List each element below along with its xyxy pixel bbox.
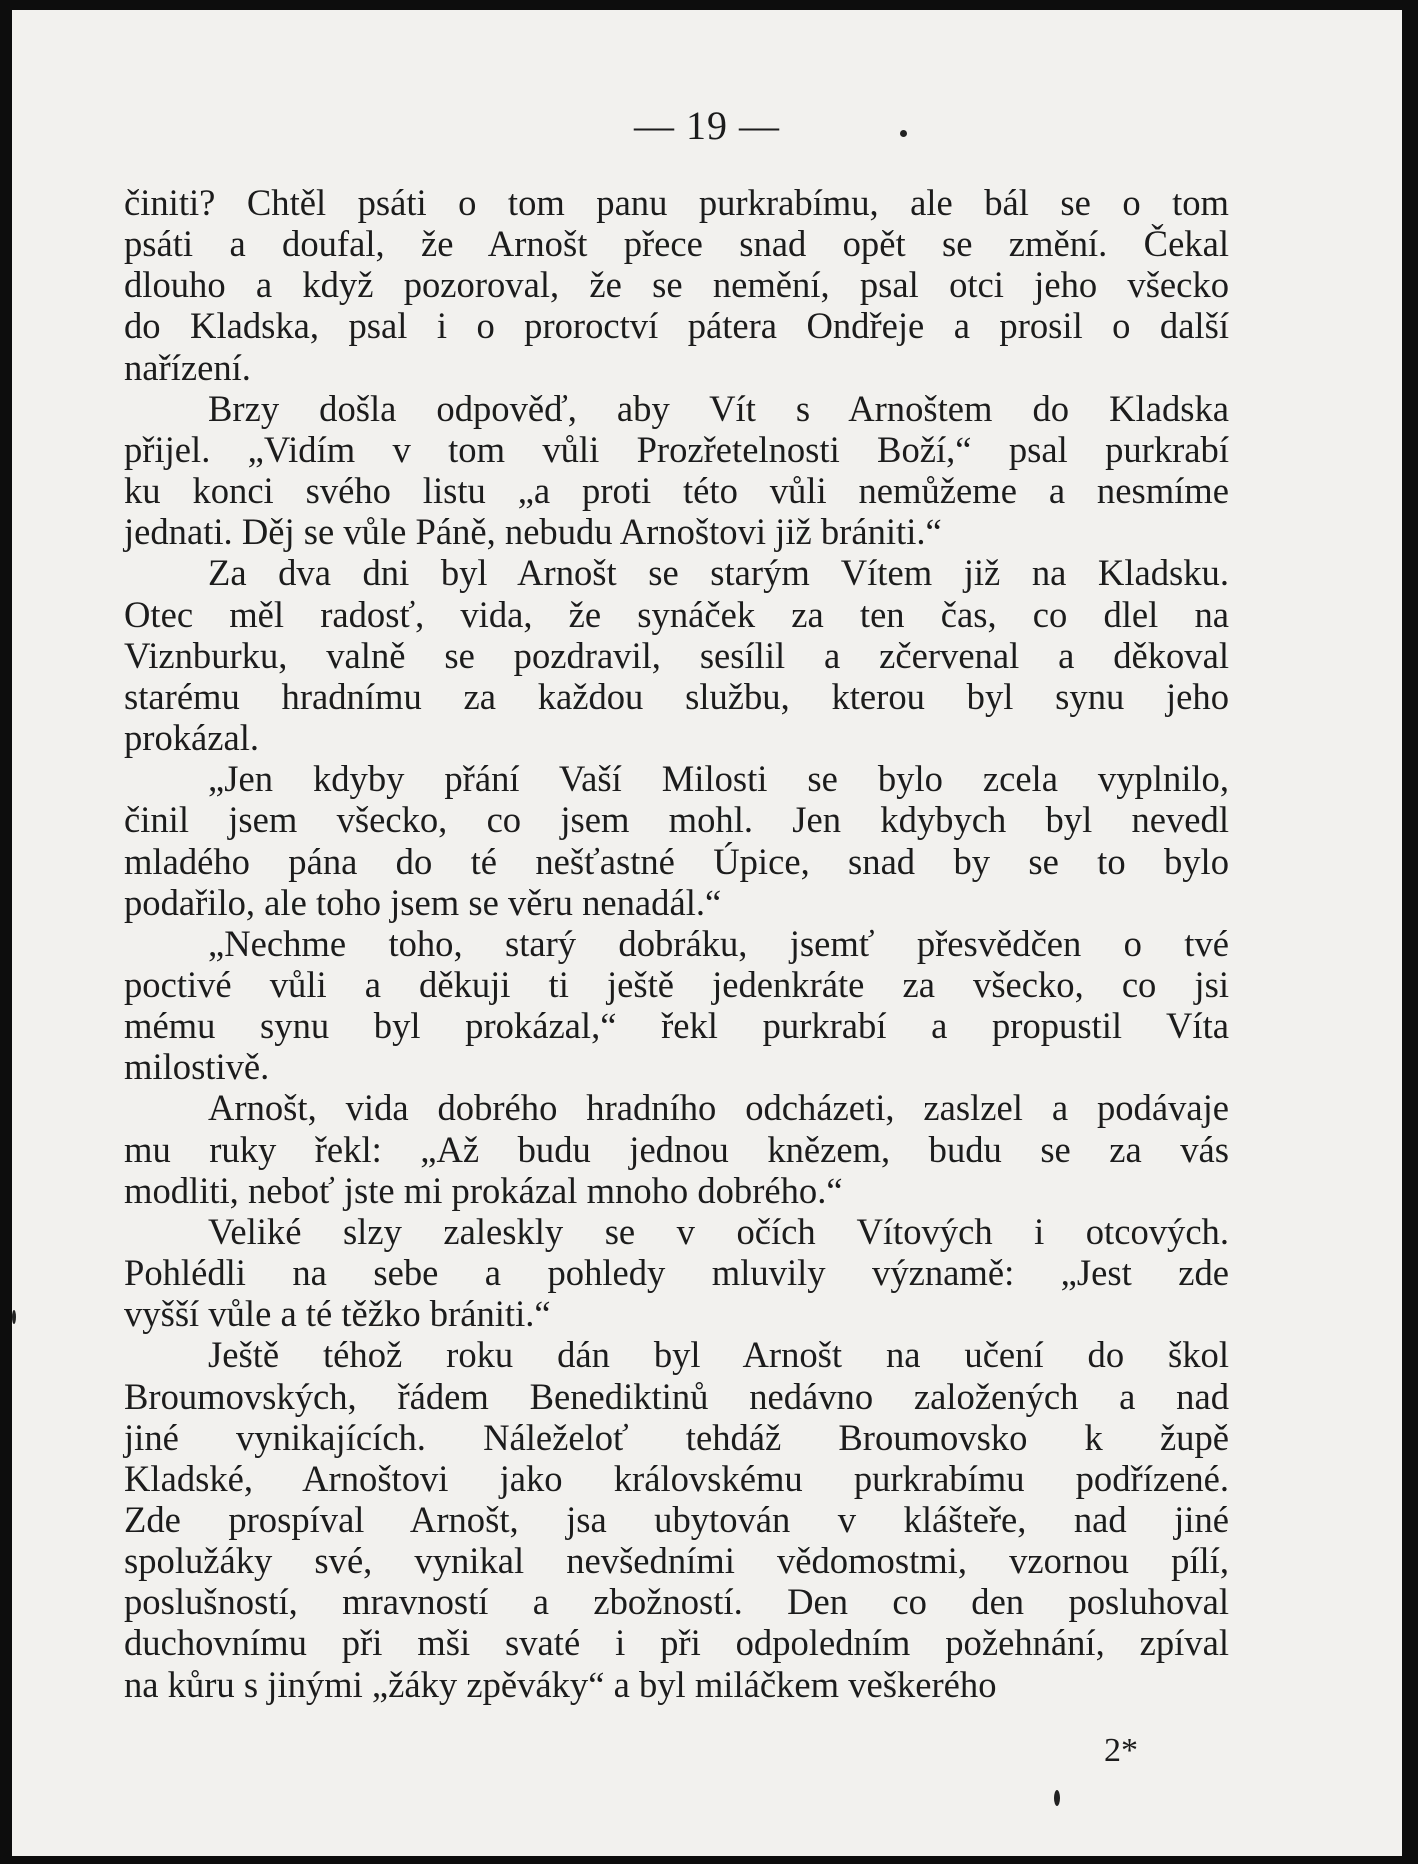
text-line: ku konci svého listu „a proti této vůli nemůžeme a nesmíme <box>124 470 1229 512</box>
text-line: duchovnímu při mši svaté i při odpoledním požehnání, zpíval <box>124 1622 1229 1664</box>
signature-mark: 2* <box>1104 1732 1138 1769</box>
text-line: Zde prospíval Arnošt, jsa ubytován v klášteře, nad jiné <box>124 1499 1229 1540</box>
text-line: mému synu byl prokázal,“ řekl purkrabí a propustil Víta <box>124 1005 1229 1047</box>
paragraph <box>124 1334 1229 1704</box>
paragraph <box>124 1087 1229 1210</box>
text-line: Pohlédli na sebe a pohledy mluvily významě: „Jest zde <box>124 1252 1229 1294</box>
paragraph <box>124 388 1229 553</box>
text-line: milostivě. <box>124 1046 270 1088</box>
text-line: spolužáky své, vynikal nevšedními vědomostmi, vzornou pílí, <box>124 1540 1229 1582</box>
text-line: jiné vynikajících. Náleželoť tehdáž Broumovsko k župě <box>124 1416 1229 1458</box>
text-line: dlouho a když pozoroval, že se nemění, psal otci jeho všecko <box>124 264 1229 306</box>
body-text <box>124 182 1229 1705</box>
paragraph <box>124 552 1229 758</box>
text-line: přijel. „Vidím v tom vůli Prozřetelnosti Boží,“ psal purkrabí <box>124 428 1229 470</box>
text-line: činil jsem všecko, co jsem mohl. Jen kdybych byl nevedl <box>124 799 1229 841</box>
text-line: Kladské, Arnoštovi jako královskému purkrabímu podřízené. <box>124 1457 1229 1499</box>
text-line: psáti a doufal, že Arnošt přece snad opět se změní. Čekal <box>124 223 1229 265</box>
text-line: Viznburku, valně se pozdravil, sesílil a zčervenal a děkoval <box>124 634 1229 676</box>
text-line: mladého pána do té nešťastné Úpice, snad by se to bylo <box>124 840 1229 882</box>
text-line: poslušností, mravností a zbožností. Den co den posluhoval <box>124 1581 1229 1623</box>
text-line: Veliké slzy zaleskly se v očích Vítových i otcových. <box>208 1210 1229 1252</box>
text-line: „Jen kdyby přání Vaší Milosti se bylo zcela vyplnilo, <box>208 758 1229 800</box>
paragraph <box>124 758 1229 923</box>
text-line: jednati. Děj se vůle Páně, nebudu Arnoštovi již brániti.“ <box>124 511 942 553</box>
text-line: činiti? Chtěl psáti o tom panu purkrabímu, ale bál se o tom <box>124 182 1229 223</box>
text-line: „Nechme toho, starý dobráku, jsemť přesvědčen o tvé <box>208 922 1229 964</box>
page-number: — 19 — <box>634 103 780 148</box>
text-line: Ještě téhož roku dán byl Arnošt na učení do škol <box>208 1334 1229 1376</box>
book-page <box>12 10 1402 1856</box>
scan-speck <box>12 1310 16 1324</box>
text-line: Otec měl radosť, vida, že synáček za ten čas, co dlel na <box>124 593 1229 635</box>
scan-speck <box>900 130 907 137</box>
paragraph <box>124 1211 1229 1334</box>
paragraph <box>124 923 1229 1088</box>
text-line: prokázal. <box>124 717 260 759</box>
text-line: Arnošt, vida dobrého hradního odcházeti, zaslzel a podávaje <box>208 1087 1229 1129</box>
text-line: na kůru s jinými „žáky zpěváky“ a byl miláčkem veškerého <box>124 1663 997 1705</box>
text-line: poctivé vůli a děkuji ti ještě jedenkráte za všecko, co jsi <box>124 963 1229 1005</box>
text-line: Za dva dni byl Arnošt se starým Vítem již na Kladsku. <box>208 552 1229 594</box>
text-line: modliti, neboť jste mi prokázal mnoho dobrého.“ <box>124 1169 843 1211</box>
text-line: Brzy došla odpověď, aby Vít s Arnoštem do Kladska <box>208 387 1229 429</box>
text-line: starému hradnímu za každou službu, kterou byl synu jeho <box>124 675 1229 717</box>
text-line: vyšší vůle a té těžko brániti.“ <box>124 1293 551 1335</box>
text-line: do Kladska, psal i o proroctví pátera Ondřeje a prosil o další <box>124 305 1229 347</box>
text-line: mu ruky řekl: „Až budu jednou knězem, budu se za vás <box>124 1128 1229 1170</box>
scan-speck <box>1054 1790 1060 1806</box>
text-line: podařilo, ale toho jsem se věru nenadál.“ <box>124 881 722 923</box>
text-line: Broumovských, řádem Benediktinů nedávno založených a nad <box>124 1375 1229 1417</box>
text-line: nařízení. <box>124 346 251 388</box>
paragraph <box>124 182 1229 388</box>
